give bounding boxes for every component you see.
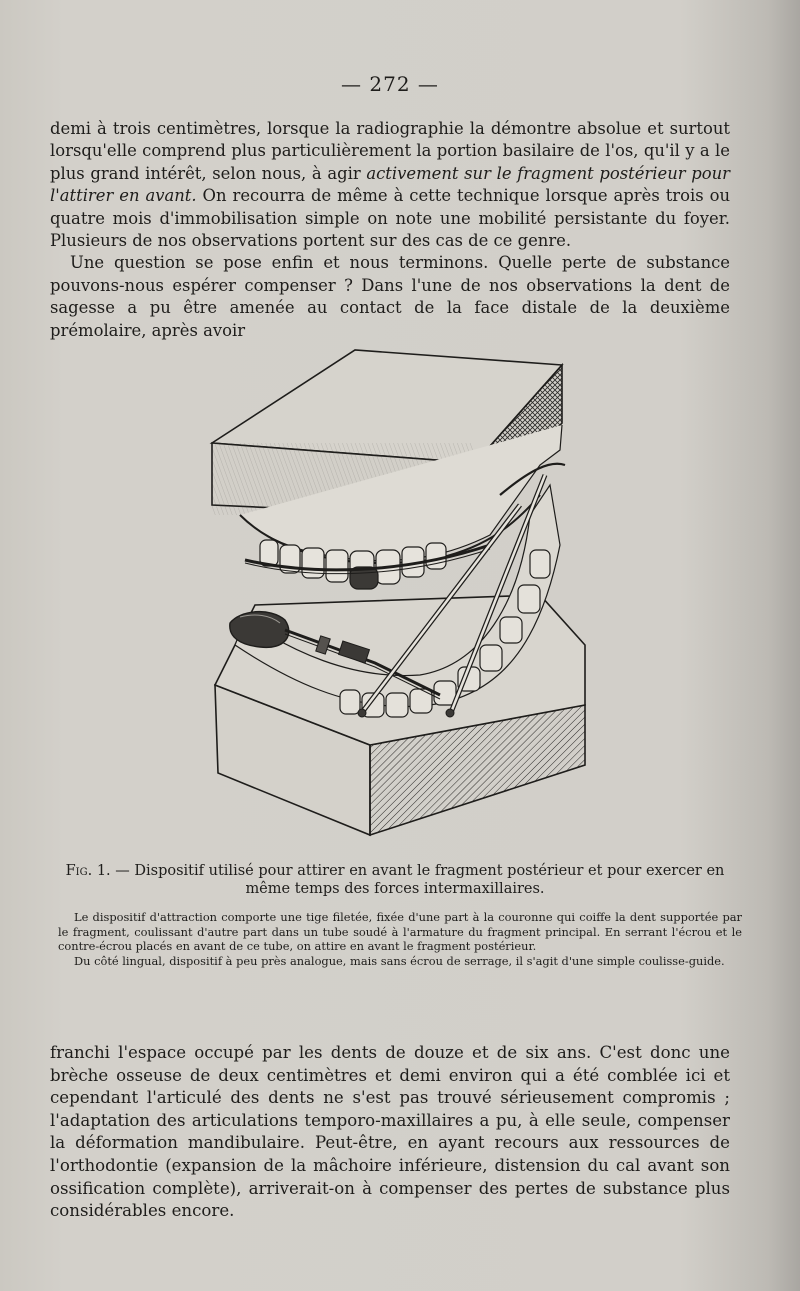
paragraph-1 [50,118,730,252]
page-number: — 272 — [341,72,439,96]
bottom-text-block [50,1042,730,1223]
paragraph-2: Une question se pose enfin et nous terminons. Quelle perte de substance pouvons-nous espérer compenser ? Dans l'une de nos observations la dent de sagesse a pu être amenée au contact de la face distale de la deuxième prémolaire, après avoir [50,253,730,340]
dental-cast-illustration [200,345,600,840]
top-text-block [50,118,730,342]
figure-legend [58,910,742,968]
legend-paragraph-2: Du côté lingual, dispositif à peu près analogue, mais sans écrou de serrage, il s'agit d'une simple coulisse-guide. [74,953,725,968]
paragraph-3: franchi l'espace occupé par les dents de douze et de six ans. C'est donc une brèche osseuse de deux centimètres et demi environ qui a été comblée ici et cependant l'articulé des dents ne s'est pas trouvé sérieusement compromis ; l'adaptation des articulations temporo-maxillaires a pu, à elle seule, compenser la déformation mandibulaire. Peut-être, en ayant recours aux ressources de l'orthodontie (expansion de la mâchoire inférieure, distension du cal avant son ossification complète), arriverait-on à compenser des pertes de substance plus considérables encore. [50,1043,730,1221]
figure-caption-text: — Dispositif utilisé pour attirer en avant le fragment postérieur et pour exercer en même temps des forces intermaxillaires. [110,863,725,897]
figure-label: Fig. 1. [65,863,111,879]
paragraph-1-end: On recourra de même à cette technique lorsque après trois ou quatre mois d'immobilisation simple on note une mobilité persistante du foyer. Plusieurs de nos observations portent sur des cas de ce genre. [50,186,731,251]
figure-caption [60,862,730,898]
paragraph-1-start: demi à trois centimètres, lorsque la radiographie la démontre absolue et surtout lorsqu'elle comprend plus particulièrement la portion basilaire de l'os, qu'il y a le plus grand intérêt, selon nous, à agir [50,119,730,183]
paragraph-1-emphasis: activement sur le fragment postérieur pour l'attirer en avant. [50,163,731,206]
legend-paragraph-1: Le dispositif d'attraction comporte une tige filetée, fixée d'une part à la couronne qui coiffe la dent supportée par le fragment, coulissant d'autre part dans un tube soudé à l'armature du fragment principal. En serrant l'écrou et le contre-écrou placés en avant de ce tube, on attire en avant le fragment postérieur. [58,910,742,954]
